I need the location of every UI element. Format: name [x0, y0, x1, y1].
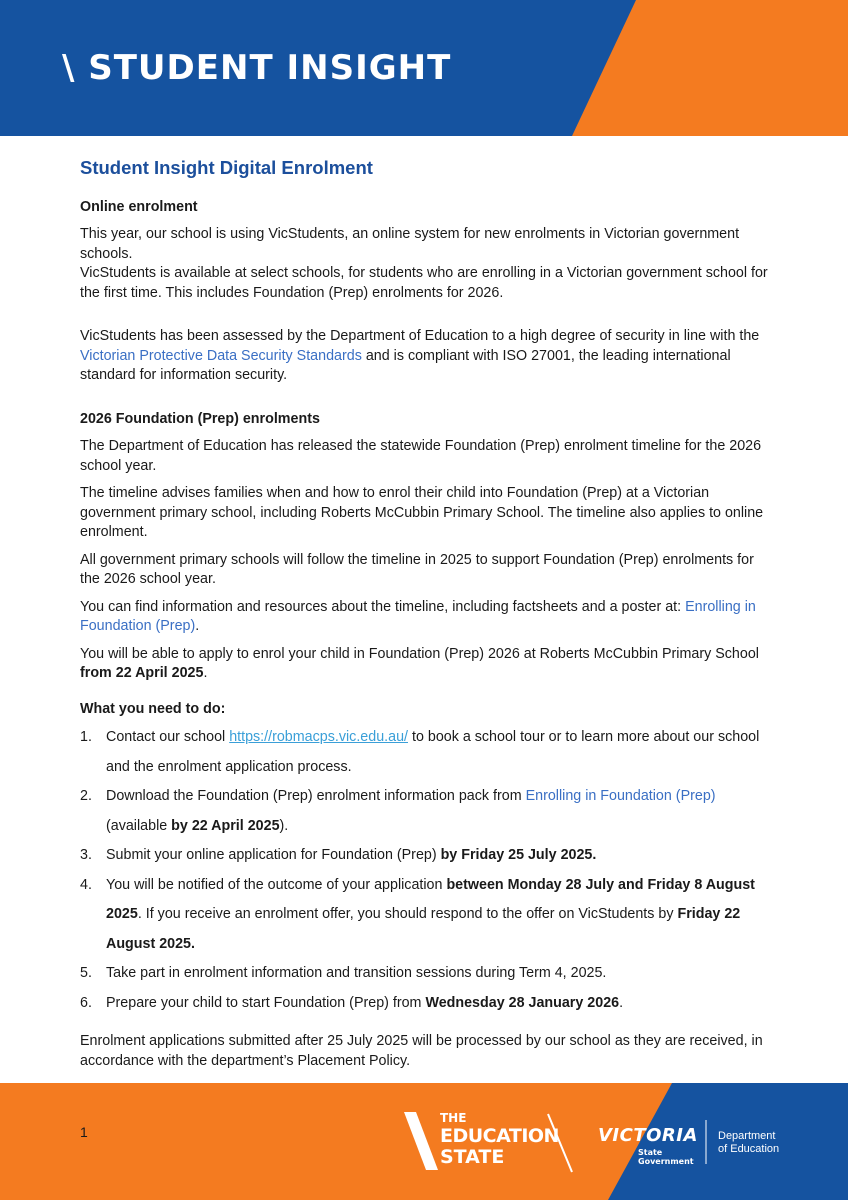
paragraph: The Department of Education has released the statewide Foundation (Prep) enrolment timeline for the 2026 school year.	[80, 438, 762, 474]
banner-title: \ STUDENT INSIGHT	[62, 48, 452, 88]
steps-list	[80, 723, 770, 1018]
page-title: Student Insight Digital Enrolment	[80, 157, 373, 178]
list-item: 4. You will be notified of the outcome of your application between Monday 28 July and Friday 8 August 2025. If you receive an enrolment offer, you should respond to the offer on VicStudents by Friday 22 August 2025.	[80, 876, 755, 952]
paragraph: The timeline advises families when and how to enrol their child into Foundation (Prep) at a Victorian government primary school, including Roberts McCubbin Primary School. The timeline also applies to online enrolment.	[80, 485, 764, 540]
closing-paragraph: Enrolment applications submitted after 25 July 2025 will be processed by our school as they are received, in accordance with the department’s Placement Policy.	[80, 1033, 763, 1069]
department-text: Department	[718, 1130, 776, 1142]
paragraph: VicStudents is available at select schools, for students who are enrolling in a Victorian government school for the first time. This includes Foundation (Prep) enrolments for 2026.	[80, 265, 768, 301]
victoria-government-logo	[598, 1116, 798, 1172]
list-item: 6. Prepare your child to start Foundation (Prep) from Wednesday 28 January 2026.	[80, 994, 624, 1011]
list-item: 5. Take part in enrolment information and transition sessions during Term 4, 2025.	[80, 965, 607, 981]
paragraph: VicStudents has been assessed by the Department of Education to a high degree of security in line with the Victorian Protective Data Security Standards and is compliant with ISO 27001, the leading international standard for information security.	[80, 328, 760, 383]
document-body	[80, 158, 770, 1079]
edu-state-text: THE	[440, 1111, 467, 1125]
enrolling-prep-link[interactable]: Enrolling in Foundation (Prep)	[80, 598, 756, 634]
victoria-sub-text: Government	[638, 1157, 694, 1166]
edu-state-text: EDUCATION	[440, 1125, 559, 1147]
school-website-link[interactable]: https://robmacps.vic.edu.au/	[229, 729, 408, 745]
vpdss-link[interactable]: Victorian Protective Data Security Standards	[80, 347, 362, 364]
section-heading-prep: 2026 Foundation (Prep) enrolments	[80, 410, 320, 427]
enrolling-prep-link[interactable]: Enrolling in Foundation (Prep)	[525, 788, 716, 804]
victoria-sub-text: State	[638, 1148, 663, 1157]
section-heading-online: Online enrolment	[80, 198, 198, 215]
list-item: 1. Contact our school https://robmacps.vic.edu.au/ to book a school tour or to learn more about our school and the enrolment application process.	[80, 729, 760, 775]
paragraph: This year, our school is using VicStudents, an online system for new enrolments in Victorian government schools.	[80, 226, 740, 262]
list-item: 2. Download the Foundation (Prep) enrolment information pack from Enrolling in Foundation (Prep) (available by 22 April 2025).	[80, 788, 716, 834]
list-item: 3. Submit your online application for Foundation (Prep) by Friday 25 July 2025.	[80, 847, 597, 863]
header-banner	[0, 0, 848, 136]
department-text: of Education	[718, 1143, 780, 1155]
edu-state-text: STATE	[440, 1146, 505, 1168]
section-heading-todo: What you need to do:	[80, 700, 226, 717]
paragraph: All government primary schools will follow the timeline in 2025 to support Foundation (Prep) enrolments for the 2026 school year.	[80, 551, 754, 587]
paragraph: You can find information and resources about the timeline, including factsheets and a poster at: Enrolling in Foundation (Prep).	[80, 598, 756, 634]
paragraph: You will be able to apply to enrol your child in Foundation (Prep) 2026 at Roberts McCubbin Primary School from 22 April 2025.	[80, 645, 759, 681]
education-state-logo	[402, 1112, 574, 1174]
page-number: 1	[80, 1124, 88, 1140]
victoria-wordmark: VICTORIA	[598, 1125, 698, 1146]
